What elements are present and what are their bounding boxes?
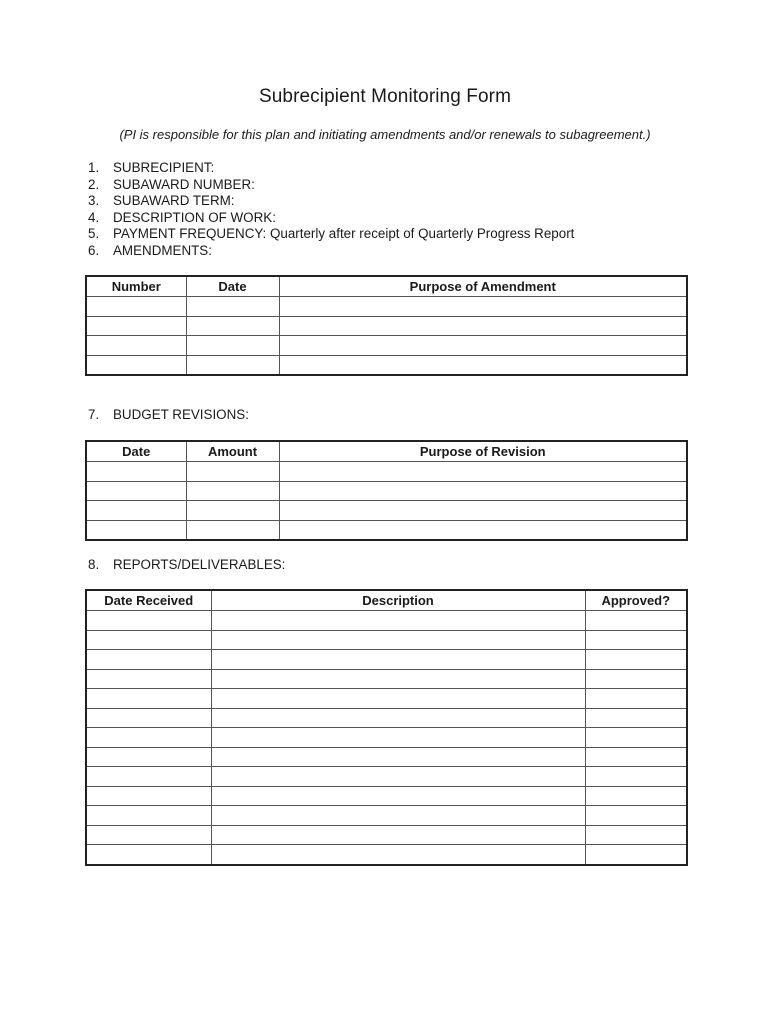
table-cell[interactable] — [279, 462, 687, 482]
budget-revisions-heading — [88, 407, 249, 422]
table-cell[interactable] — [86, 728, 211, 748]
column-header-amount: Amount — [186, 441, 279, 462]
table-row — [86, 316, 687, 336]
table-cell[interactable] — [211, 630, 585, 650]
table-cell[interactable] — [585, 689, 687, 709]
table-cell[interactable] — [211, 806, 585, 826]
table-row — [86, 630, 687, 650]
column-header-date: Date — [186, 276, 279, 297]
field-amendments — [88, 243, 574, 260]
table-cell[interactable] — [211, 708, 585, 728]
field-payment-frequency — [88, 226, 574, 243]
item-number: 8. — [88, 557, 100, 572]
table-row — [86, 786, 687, 806]
table-cell[interactable] — [186, 501, 279, 521]
table-cell[interactable] — [86, 806, 211, 826]
table-cell[interactable] — [279, 355, 687, 375]
table-row — [86, 355, 687, 375]
table-row — [86, 845, 687, 865]
table-cell[interactable] — [211, 669, 585, 689]
table-cell[interactable] — [86, 611, 211, 631]
table-cell[interactable] — [186, 316, 279, 336]
form-fields-list — [88, 160, 574, 260]
item-number: 3. — [88, 193, 100, 209]
item-number: 7. — [88, 407, 100, 422]
field-description-of-work — [88, 210, 574, 227]
table-cell[interactable] — [86, 336, 186, 356]
table-row — [86, 481, 687, 501]
table-cell[interactable] — [186, 481, 279, 501]
table-cell[interactable] — [211, 845, 585, 865]
item-number: 6. — [88, 242, 100, 258]
table-cell[interactable] — [279, 336, 687, 356]
field-subrecipient — [88, 160, 574, 177]
item-label: BUDGET REVISIONS: — [113, 407, 249, 422]
table-row — [86, 520, 687, 540]
item-label: AMENDMENTS: — [113, 242, 212, 258]
column-header-description: Description — [211, 590, 585, 611]
table-cell[interactable] — [86, 520, 186, 540]
column-header-purpose: Purpose of Amendment — [279, 276, 687, 297]
table-cell[interactable] — [186, 297, 279, 317]
table-row — [86, 297, 687, 317]
table-row — [86, 728, 687, 748]
table-cell[interactable] — [86, 767, 211, 787]
table-row — [86, 650, 687, 670]
table-row — [86, 806, 687, 826]
table-cell[interactable] — [585, 806, 687, 826]
table-cell[interactable] — [585, 669, 687, 689]
item-number: 4. — [88, 209, 100, 225]
table-cell[interactable] — [279, 481, 687, 501]
table-cell[interactable] — [86, 462, 186, 482]
table-header-row — [86, 441, 687, 462]
table-cell[interactable] — [86, 316, 186, 336]
table-cell[interactable] — [86, 669, 211, 689]
table-cell[interactable] — [211, 611, 585, 631]
column-header-purpose: Purpose of Revision — [279, 441, 687, 462]
table-cell[interactable] — [86, 786, 211, 806]
table-cell[interactable] — [585, 708, 687, 728]
table-cell[interactable] — [186, 520, 279, 540]
table-cell[interactable] — [279, 316, 687, 336]
table-row — [86, 767, 687, 787]
table-cell[interactable] — [211, 650, 585, 670]
table-cell[interactable] — [211, 747, 585, 767]
table-cell[interactable] — [585, 650, 687, 670]
table-cell[interactable] — [211, 825, 585, 845]
table-cell[interactable] — [186, 462, 279, 482]
table-cell[interactable] — [211, 786, 585, 806]
table-cell[interactable] — [279, 501, 687, 521]
column-header-date-received: Date Received — [86, 590, 211, 611]
budget-revisions-table — [85, 440, 688, 541]
table-cell[interactable] — [585, 767, 687, 787]
table-cell[interactable] — [86, 689, 211, 709]
table-row — [86, 611, 687, 631]
item-number: 5. — [88, 226, 100, 242]
table-cell[interactable] — [86, 825, 211, 845]
page-title: Subrecipient Monitoring Form — [258, 86, 512, 107]
table-body — [86, 462, 687, 541]
table-cell[interactable] — [585, 747, 687, 767]
table-cell[interactable] — [279, 297, 687, 317]
table-row — [86, 501, 687, 521]
responsibility-note: (PI is responsible for this plan and initiating amendments and/or renewals to subagreement.) — [119, 127, 651, 142]
table-cell[interactable] — [86, 630, 211, 650]
item-label: SUBRECIPIENT: — [113, 160, 215, 175]
table-cell[interactable] — [86, 650, 211, 670]
table-cell[interactable] — [86, 501, 186, 521]
table-row — [86, 825, 687, 845]
table-cell[interactable] — [585, 728, 687, 748]
item-label: SUBAWARD NUMBER: — [113, 176, 255, 192]
item-number: 1. — [88, 160, 100, 175]
table-cell[interactable] — [585, 825, 687, 845]
item-label: SUBAWARD TERM: — [113, 193, 235, 209]
reports-deliverables-heading — [88, 557, 285, 572]
table-cell[interactable] — [211, 689, 585, 709]
table-cell[interactable] — [585, 630, 687, 650]
table-header-row — [86, 590, 687, 611]
reports-deliverables-table — [85, 589, 688, 866]
table-cell[interactable] — [585, 845, 687, 865]
table-body — [86, 297, 687, 376]
table-row — [86, 689, 687, 709]
amendments-table — [85, 275, 688, 376]
table-cell[interactable] — [86, 845, 211, 865]
column-header-date: Date — [86, 441, 186, 462]
column-header-number: Number — [86, 276, 186, 297]
table-cell[interactable] — [186, 336, 279, 356]
item-number: 2. — [88, 176, 100, 192]
table-row — [86, 708, 687, 728]
field-subaward-number — [88, 177, 574, 194]
item-label: PAYMENT FREQUENCY: Quarterly after receipt of Quarterly Progress Report — [113, 226, 575, 242]
table-cell[interactable] — [211, 767, 585, 787]
table-row — [86, 669, 687, 689]
table-cell[interactable] — [585, 786, 687, 806]
table-cell[interactable] — [86, 355, 186, 375]
table-body — [86, 611, 687, 865]
table-cell[interactable] — [211, 728, 585, 748]
table-cell[interactable] — [86, 297, 186, 317]
table-header-row — [86, 276, 687, 297]
table-cell[interactable] — [86, 747, 211, 767]
table-row — [86, 336, 687, 356]
table-cell[interactable] — [86, 481, 186, 501]
table-cell[interactable] — [86, 708, 211, 728]
table-cell[interactable] — [279, 520, 687, 540]
table-row — [86, 462, 687, 482]
table-row — [86, 747, 687, 767]
table-cell[interactable] — [585, 611, 687, 631]
table-cell[interactable] — [186, 355, 279, 375]
item-label: REPORTS/DELIVERABLES: — [113, 557, 286, 572]
item-label: DESCRIPTION OF WORK: — [113, 209, 276, 225]
field-subaward-term — [88, 193, 574, 210]
column-header-approved: Approved? — [585, 590, 687, 611]
